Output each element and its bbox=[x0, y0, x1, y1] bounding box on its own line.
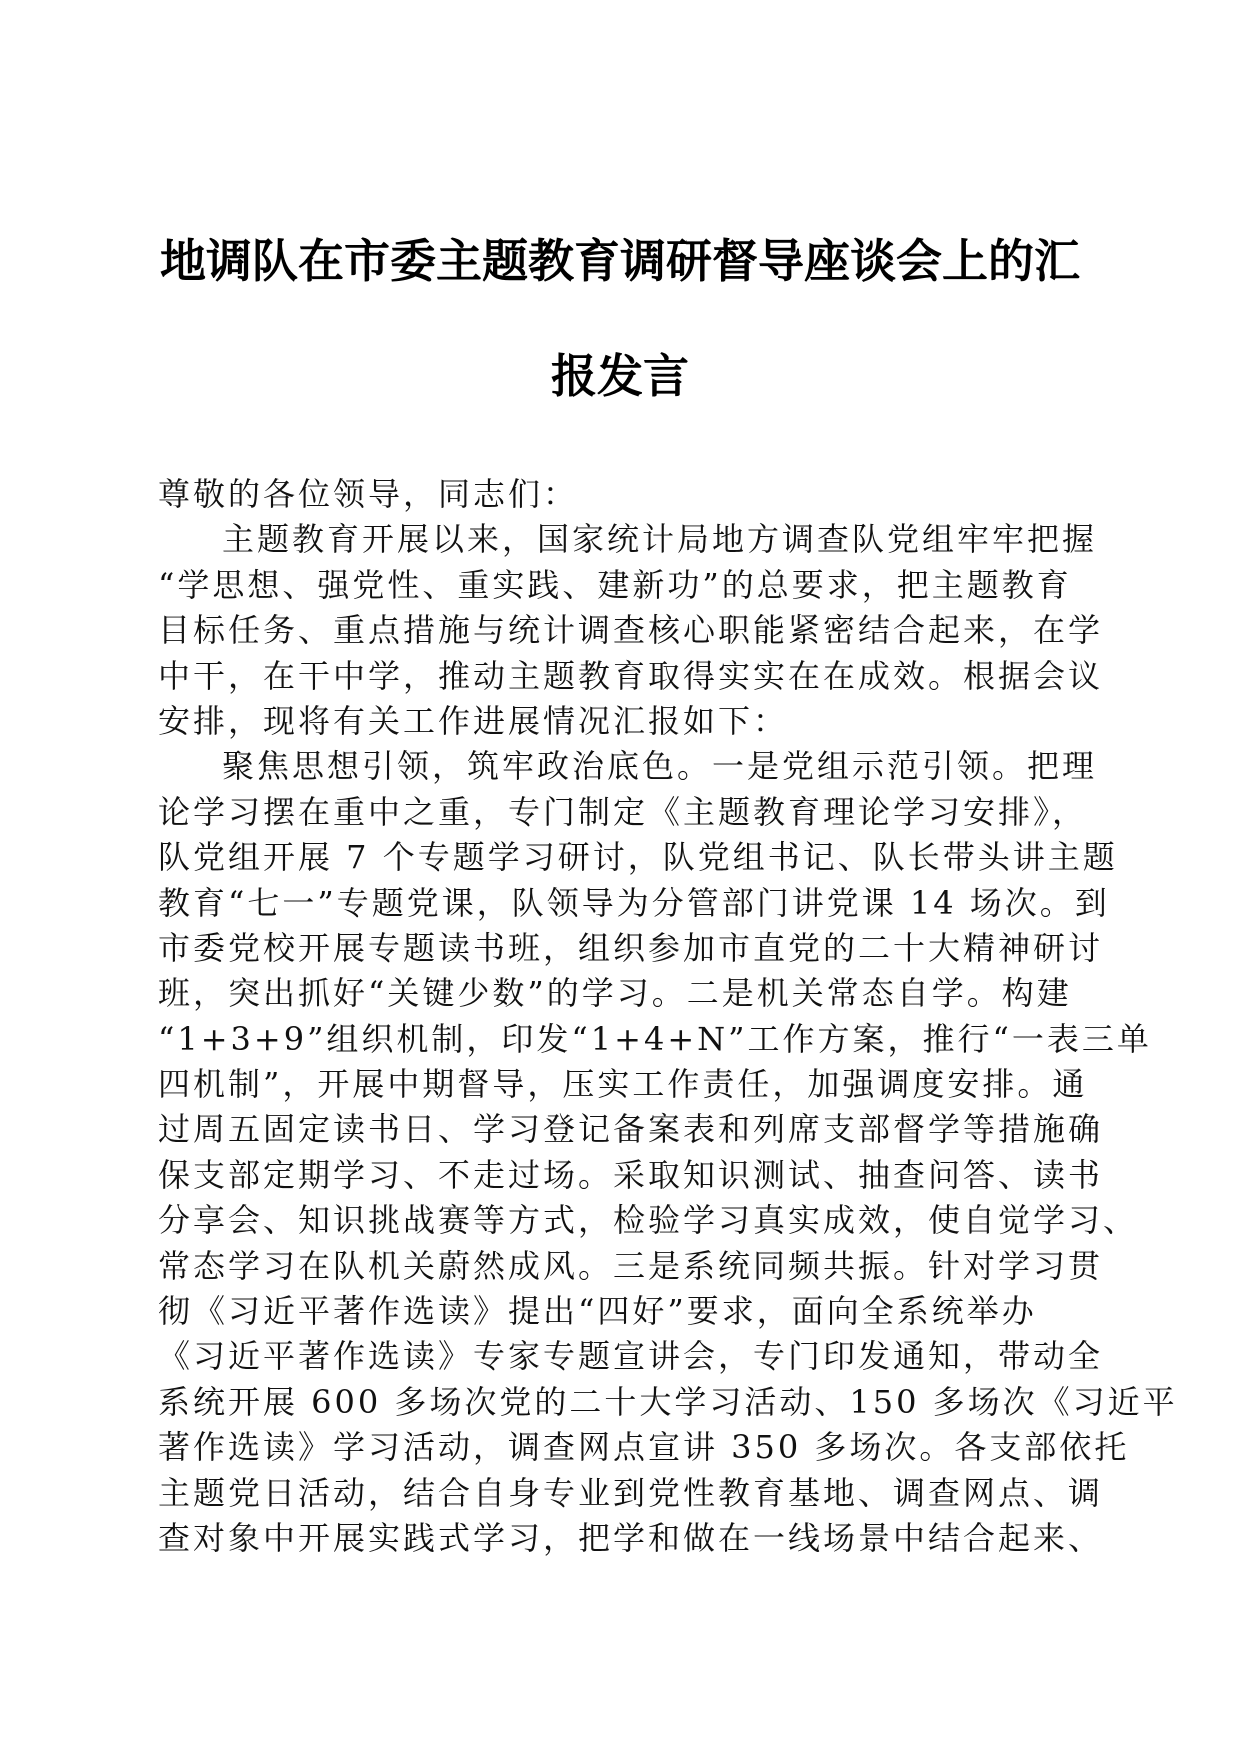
paragraph-2-line: 教育“七一”专题党课，队领导为分管部门讲党课 14 场次。到 bbox=[158, 883, 1110, 922]
paragraph-2-line: 常态学习在队机关蔚然成风。三是系统同频共振。针对学习贯 bbox=[158, 1246, 1104, 1285]
paragraph-2-line: 查对象中开展实践式学习，把学和做在一线场景中结合起来、 bbox=[158, 1518, 1104, 1557]
paragraph-2-line: 论学习摆在重中之重，专门制定《主题教育理论学习安排》， bbox=[158, 792, 1088, 831]
paragraph-2-line: 主题党日活动，结合自身专业到党性教育基地、调查网点、调 bbox=[158, 1473, 1104, 1512]
paragraph-2-line: “1+3+9”组织机制，印发“1+4+N”工作方案，推行“一表三单 bbox=[158, 1019, 1152, 1058]
paragraph-2-line: 系统开展 600 多场次党的二十大学习活动、150 多场次《习近平 bbox=[158, 1382, 1178, 1421]
paragraph-1-line: 目标任务、重点措施与统计调查核心职能紧密结合起来，在学 bbox=[158, 611, 1104, 650]
paragraph-2-line: 过周五固定读书日、学习登记备案表和列席支部督学等措施确 bbox=[158, 1110, 1104, 1149]
document-body bbox=[158, 472, 1178, 1561]
paragraph-1-line: 安排，现将有关工作进展情况汇报如下： bbox=[158, 701, 789, 740]
paragraph-2-line: 市委党校开展专题读书班，组织参加市直党的二十大精神研讨 bbox=[158, 928, 1104, 967]
paragraph-1-line: 主题教育开展以来，国家统计局地方调查队党组牢牢把握 bbox=[222, 520, 1098, 559]
paragraph-2-line: 班，突出抓好“关键少数”的学习。二是机关常态自学。构建 bbox=[158, 974, 1072, 1013]
salutation: 尊敬的各位领导，同志们： bbox=[158, 475, 579, 513]
paragraph-2-line: 著作选读》学习活动，调查网点宣讲 350 多场次。各支部依托 bbox=[158, 1428, 1130, 1467]
paragraph-2-line: 彻《习近平著作选读》提出“四好”要求，面向全系统举办 bbox=[158, 1292, 1037, 1331]
paragraph-2-line: 分享会、知识挑战赛等方式，检验学习真实成效，使自觉学习、 bbox=[158, 1201, 1139, 1240]
paragraph-1-line: “学思想、强党性、重实践、建新功”的总要求，把主题教育 bbox=[158, 565, 1072, 604]
paragraph-2-line: 四机制”，开展中期督导，压实工作责任，加强调度安排。通 bbox=[158, 1065, 1088, 1104]
document-title-line-1: 地调队在市委主题教育调研督导座谈会上的汇 bbox=[160, 234, 1080, 288]
paragraph-1-line: 中干，在干中学，推动主题教育取得实实在在成效。根据会议 bbox=[158, 656, 1104, 695]
document-title-line-2: 报发言 bbox=[551, 349, 689, 403]
paragraph-2-line: 保支部定期学习、不走过场。采取知识测试、抽查问答、读书 bbox=[158, 1155, 1104, 1194]
paragraph-2-line: 《习近平著作选读》专家专题宣讲会，专门印发通知，带动全 bbox=[158, 1337, 1104, 1376]
paragraph-2-line: 队党组开展 7 个专题学习研讨，队党组书记、队长带头讲主题 bbox=[158, 838, 1118, 877]
paragraph-2-line: 聚焦思想引领，筑牢政治底色。一是党组示范引领。把理 bbox=[222, 747, 1098, 786]
